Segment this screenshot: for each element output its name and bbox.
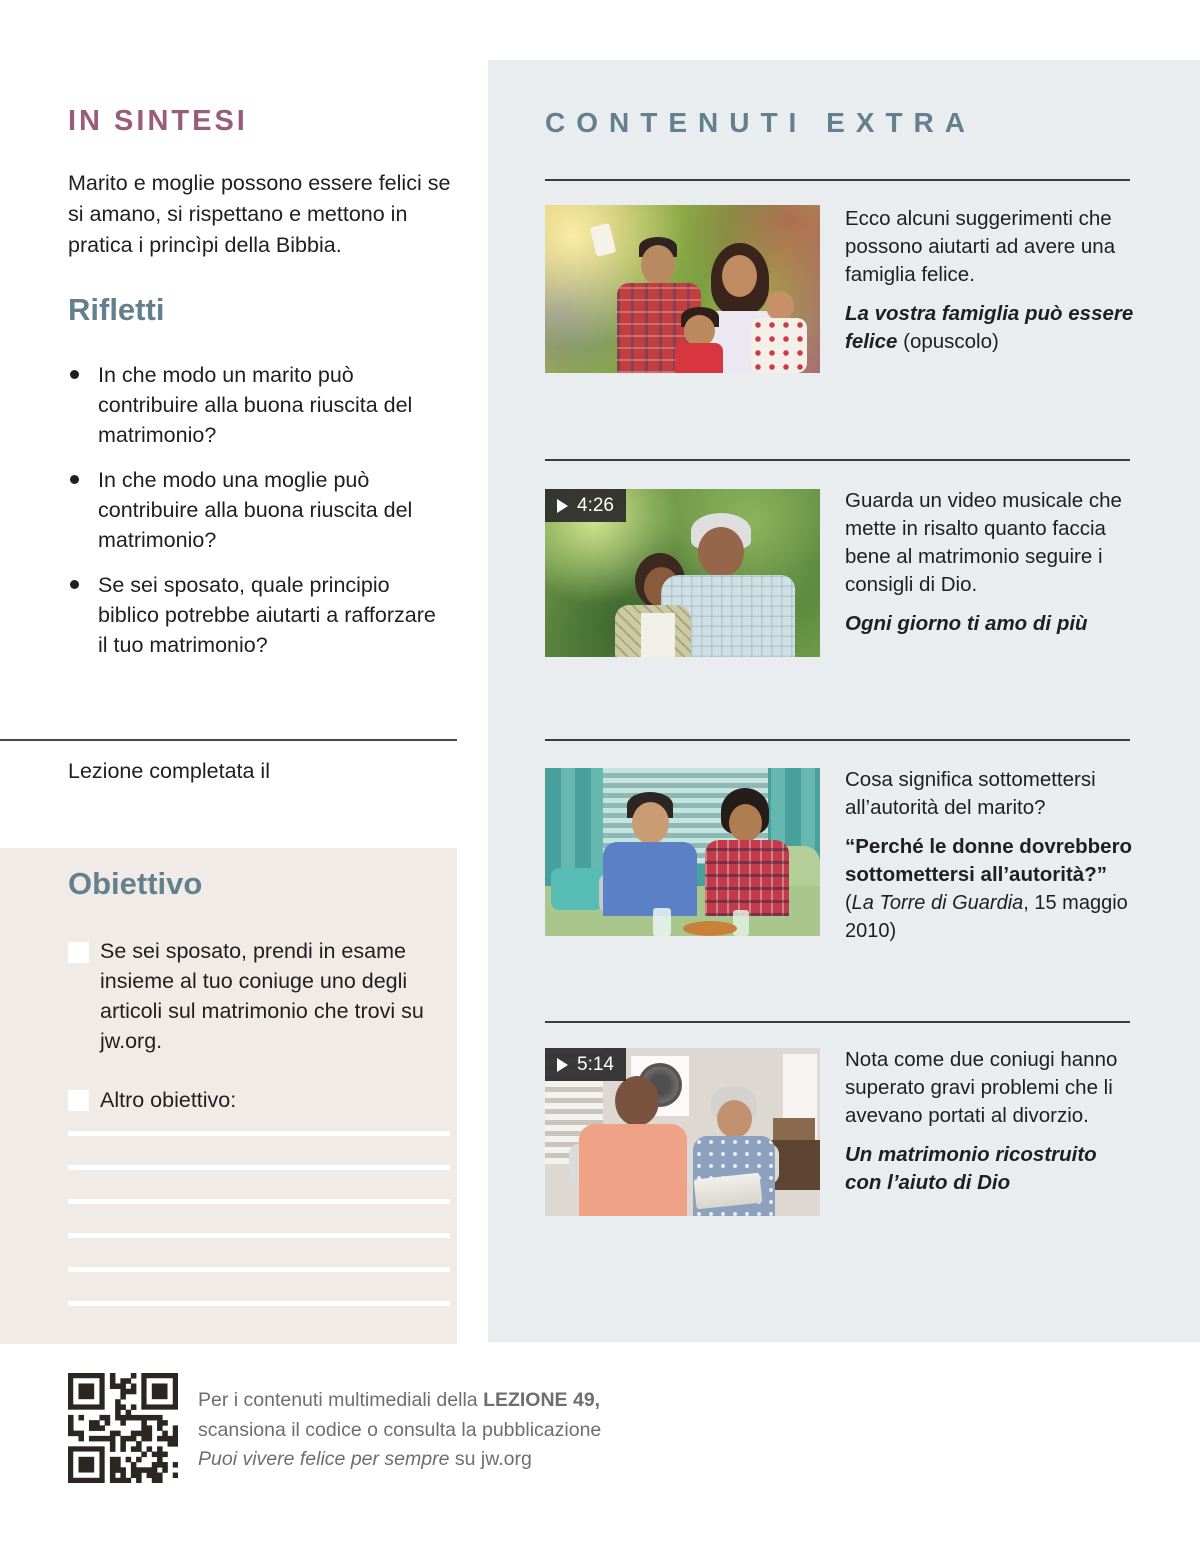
thumbnail-elderly-couple-reading-indoors[interactable] (545, 1048, 820, 1216)
item-description: Cosa significa sottomettersi all’autorità del marito? (845, 768, 1096, 819)
item-citation: (La Torre di Guardia, 15 maggio 2010) (845, 892, 1128, 942)
checkbox[interactable] (68, 942, 89, 963)
row-separator (545, 459, 1130, 461)
video-duration: 4:26 (577, 494, 614, 516)
writing-line[interactable] (68, 1301, 450, 1306)
decorative-shape (551, 868, 603, 910)
item-description: Guarda un video musicale che mette in risalto quanto faccia bene al matrimonio seguire i consigli di Dio. (845, 489, 1122, 596)
item-reference: La vostra famiglia può essere felice (opuscolo) (845, 302, 1134, 353)
in-sintesi-title: IN SINTESI (68, 105, 248, 137)
decorative-shape (705, 840, 789, 916)
footer-text: Per i contenuti multimediali della (198, 1389, 484, 1411)
writing-line[interactable] (68, 1233, 450, 1238)
thumbnail-couple-talking-on-couch (545, 768, 820, 936)
contenuti-extra-title: CONTENUTI EXTRA (545, 107, 976, 138)
decorative-shape (632, 802, 669, 844)
decorative-shape (733, 910, 749, 936)
writing-line[interactable] (68, 1267, 450, 1272)
checkbox[interactable] (68, 1090, 89, 1111)
video-duration-badge (545, 1048, 626, 1081)
summary-paragraph: Marito e moglie possono essere felici se si amano, si rispettano e mettono in pratica i princìpi della Bibbia. (68, 171, 451, 257)
thumbnail-elderly-couple-embracing-outdoors[interactable] (545, 489, 820, 657)
qr-code (68, 1373, 178, 1483)
footer-publication-title: Puoi vivere felice per sempre (198, 1448, 450, 1470)
decorative-shape (717, 1100, 752, 1138)
reflection-question: In che modo una moglie può contribuire alla buona riuscita del matrimonio? (68, 465, 440, 555)
rifletti-title: Rifletti (68, 292, 165, 327)
decorative-shape (698, 527, 744, 577)
objective-other-label: Altro obiettivo: (100, 1088, 237, 1112)
video-duration-badge (545, 489, 626, 522)
decorative-shape (675, 343, 723, 373)
item-reference: Ogni giorno ti amo di più (845, 612, 1088, 635)
decorative-shape (773, 1118, 815, 1140)
footer-text: scansiona il codice o consulta la pubblicazione (198, 1418, 602, 1441)
decorative-shape (729, 804, 762, 842)
item-reference: Un matrimonio ricostruito con l’aiuto di Dio (845, 1143, 1097, 1194)
divider-line (0, 739, 457, 741)
objective-title: Obiettivo (68, 866, 203, 901)
item-reference: “Perché le donne dovrebbero sottomettersi all’autorità?” (845, 835, 1133, 886)
thumbnail-family-selfie-outdoors (545, 205, 820, 373)
objective-box (0, 848, 457, 1344)
item-reference-note: (opuscolo) (903, 330, 999, 353)
decorative-shape (641, 613, 675, 657)
reflection-questions-list (68, 360, 440, 675)
row-separator (545, 739, 1130, 741)
decorative-shape (766, 291, 794, 321)
row-separator (545, 179, 1130, 181)
decorative-shape (653, 908, 671, 936)
item-description: Ecco alcuni suggerimenti che possono aiutarti ad avere una famiglia felice. (845, 207, 1116, 286)
footer-text: su jw.org (449, 1448, 532, 1470)
reflection-question: In che modo un marito può contribuire alla buona riuscita del matrimonio? (68, 360, 440, 450)
item-description: Nota come due coniugi hanno superato gravi problemi che li avevano portati al divorzio. (845, 1048, 1118, 1127)
play-icon (557, 499, 568, 513)
objective-goal-text: Se sei sposato, prendi in esame insieme al tuo coniuge uno degli articoli sul matrimonio che trovi su jw.org. (100, 939, 424, 1053)
footer-lesson-number: LEZIONE 49, (483, 1389, 601, 1411)
decorative-shape (641, 245, 675, 285)
decorative-shape (722, 255, 757, 297)
writing-line[interactable] (68, 1131, 450, 1136)
play-icon (557, 1058, 568, 1072)
video-duration: 5:14 (577, 1053, 614, 1075)
decorative-shape (615, 1076, 659, 1126)
reflection-question: Se sei sposato, quale principio biblico potrebbe aiutarti a rafforzare il tuo matrimonio? (68, 570, 440, 660)
contenuti-extra-panel (488, 60, 1200, 1342)
writing-line[interactable] (68, 1199, 450, 1204)
footer-caption (198, 1386, 650, 1475)
writing-line[interactable] (68, 1165, 450, 1170)
decorative-shape (579, 1124, 687, 1216)
decorative-shape (683, 921, 737, 936)
row-separator (545, 1021, 1130, 1023)
decorative-shape (603, 842, 697, 916)
lesson-completed-label: Lezione completata il (68, 759, 270, 783)
decorative-shape (751, 318, 807, 373)
decorative-shape (590, 223, 617, 257)
